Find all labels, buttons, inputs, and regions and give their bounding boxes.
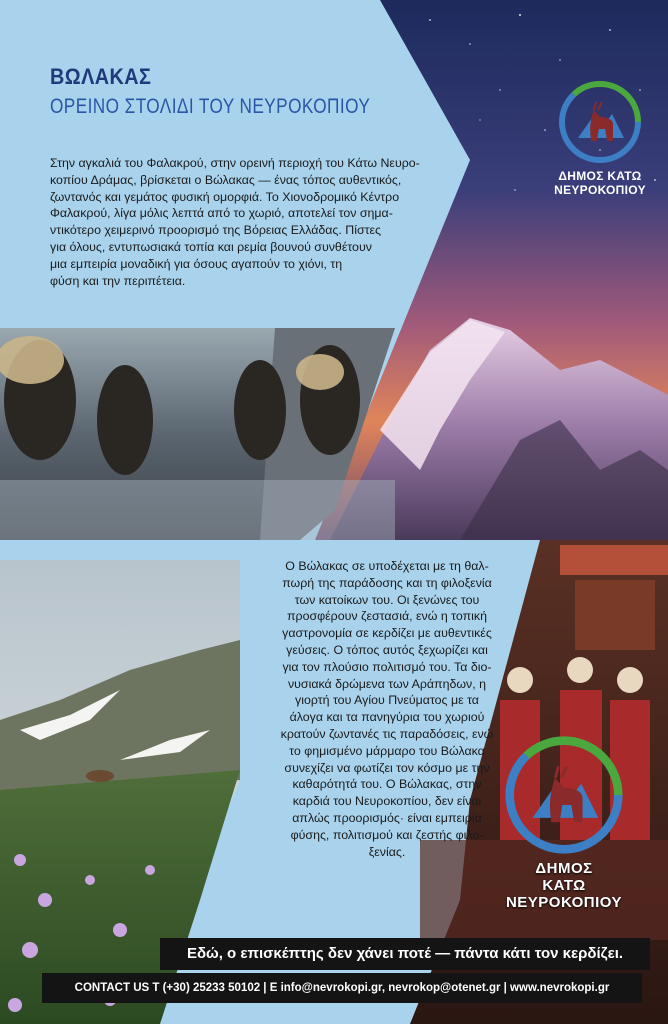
body-line: το φημισμένο μάρμαρο του Βώλακα xyxy=(289,743,485,758)
deer-logo-icon xyxy=(558,80,642,164)
logo-bottom-line2: ΚΑΤΩ xyxy=(542,877,586,894)
page-subtitle: ΟΡΕΙΝΟ ΣΤΟΛΙΔΙ ΤΟΥ ΝΕΥΡΟΚΟΠΙΟΥ xyxy=(50,95,371,118)
logo-top-line2: ΝΕΥΡΟΚΟΠΙΟΥ xyxy=(554,183,646,197)
body-line: ξενίας. xyxy=(368,844,406,859)
intro-line: Στην αγκαλιά του Φαλακρού, στην ορεινή περιοχή του Κάτω Νευρο- xyxy=(50,156,420,170)
body-line: νυσιακά δρώμενα των Αράπηδων, η xyxy=(287,676,487,691)
body-line: κρατούν ζωντανές τις παραδόσεις, ενώ xyxy=(280,726,494,741)
municipality-logo-top xyxy=(550,80,650,197)
body-line: γιορτή του Αγίου Πνεύματος με τα xyxy=(295,693,479,708)
logo-bottom-line3: ΝΕΥΡΟΚΟΠΙΟΥ xyxy=(505,894,623,911)
deer-logo-icon xyxy=(504,735,624,855)
contact-bar: CONTACT US T (+30) 25233 50102 | E info@nevrokopi.gr, nevrokop@otenet.gr | www.nevrokopi.gr xyxy=(42,973,642,1003)
body-line: άλογα και τα πανηγύρια του χωριού xyxy=(289,710,485,725)
body-line: συνεχίζει να φωτίζει τον κόσμο με την xyxy=(284,760,490,775)
intro-line: Φαλακρού, λίγα μόλις λεπτά από το χωριό, αποτελεί τον σημα- xyxy=(50,206,393,221)
municipality-logo-bottom xyxy=(484,735,644,911)
intro-line: μια εμπειρία μοναδική για όσους αγαπούν το χιόνι, τη xyxy=(50,256,343,271)
intro-line: ζωντανός και γεμάτος φυσική ομορφιά. Το Χιονοδρομικό Κέντρο xyxy=(50,189,400,204)
intro-line: κοπίου Δράμας, βρίσκεται ο Βώλακας — ένας τόπος αυθεντικός, xyxy=(50,172,402,187)
intro-line: για όλους, εντυπωσιακά τοπία και ρεμία βουνού συνθέτουν xyxy=(50,239,372,254)
body-line: απλώς προορισμός· είναι εμπειρία xyxy=(292,810,482,825)
intro-line: φύση και την περιπέτεια. xyxy=(50,273,186,288)
body-line: Ο Βώλακας σε υποδέχεται με τη θαλ- xyxy=(285,559,489,573)
body-line: πωρή της παράδοσης και τη φιλοξενία xyxy=(282,575,492,590)
slogan-bar: Εδώ, ο επισκέπτης δεν χάνει ποτέ — πάντα κάτι τον κερδίζει. xyxy=(160,938,650,970)
body-line: γαστρονομία σε κερδίζει με αυθεντικές xyxy=(282,626,492,641)
intro-paragraph xyxy=(50,155,490,289)
body-line: καρδιά του Νευροκοπίου, δεν είναι xyxy=(292,794,482,809)
page-title: ΒΩΛΑΚΑΣ xyxy=(50,64,152,89)
intro-line: ντικότερο χειμερινό προορισμό της Βόρειας Ελλάδας. Πίστες xyxy=(50,223,382,238)
logo-top-line1: ΔΗΜΟΣ ΚΑΤΩ xyxy=(558,169,642,183)
body-line: καθαρότητά του. Ο Βώλακας, στην xyxy=(292,777,482,792)
body-line: για τον πλούσιο πολιτισμό του. Τα διο- xyxy=(282,659,492,674)
body-line: των κατοίκων του. Οι ξενώνες του xyxy=(294,592,480,607)
body-line: φύσης, πολιτισμού και ζεστής φιλο- xyxy=(290,827,484,842)
logo-bottom-line1: ΔΗΜΟΣ xyxy=(535,860,593,877)
culture-paragraph xyxy=(262,558,512,860)
body-line: προσφέρουν ζεστασιά, ενώ η τοπική xyxy=(286,609,487,624)
body-line: γεύσεις. Ο τόπος αυτός ξεχωρίζει και xyxy=(286,642,488,657)
